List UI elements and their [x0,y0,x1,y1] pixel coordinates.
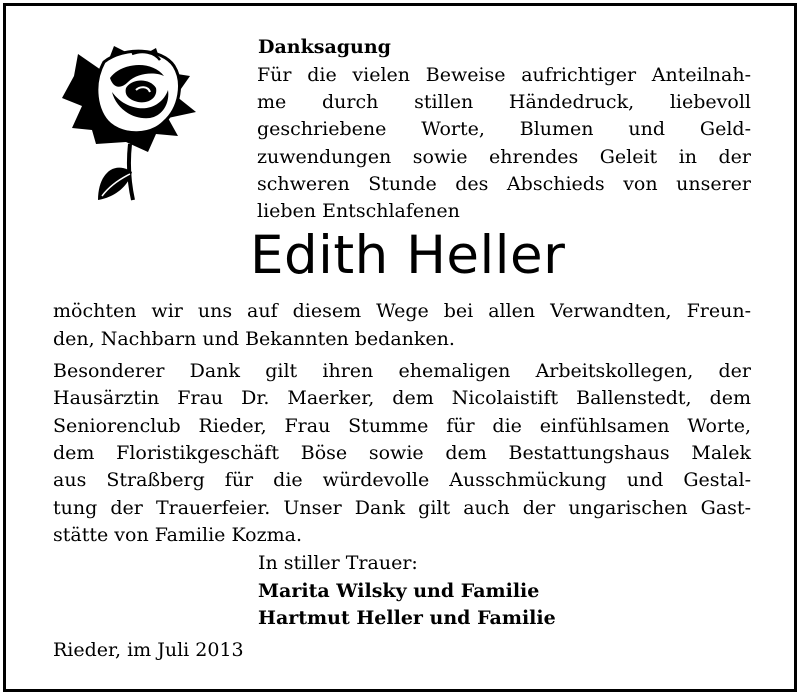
intro-line: zuwendungen sowie ehrendes Geleit in der [257,146,751,168]
intro-line: Für die vielen Beweise aufrichtiger Anteilnah- [257,64,751,86]
special-thanks-line: dem Floristikgeschäft Böse sowie dem Bestattungshaus Malek [53,442,751,464]
place-date: Rieder, im Juli 2013 [53,639,244,661]
special-thanks-line: tung der Trauerfeier. Unser Dank gilt auch der ungarischen Gast- [53,497,751,519]
mourning-label: In stiller Trauer: [258,552,418,574]
intro-line: schweren Stunde des Abschieds von unserer [257,173,751,195]
special-thanks-line: aus Straßberg für die würdevolle Ausschmückung und Gestal- [53,469,751,491]
heading: Danksagung [258,36,391,58]
intro-line: geschriebene Worte, Blumen und Geld- [257,118,751,140]
thanks-line: den, Nachbarn und Bekannten bedanken. [53,328,455,350]
intro-line: lieben Entschlafenen [257,200,460,222]
deceased-name: Edith Heller [250,225,566,286]
special-thanks-line: Besonderer Dank gilt ihren ehemaligen Arbeitskollegen, der [53,360,751,382]
thanks-line: möchten wir uns auf diesem Wege bei allen Verwandten, Freun- [53,300,751,322]
special-thanks-line: Seniorenclub Rieder, Frau Stumme für die einfühlsamen Worte, [53,415,751,437]
rose-icon [52,32,202,202]
special-thanks-line: stätte von Familie Kozma. [53,524,302,546]
mourner-name: Marita Wilsky und Familie [258,580,540,602]
intro-line: me durch stillen Händedruck, liebevoll [257,91,751,113]
mourner-name: Hartmut Heller und Familie [258,607,556,629]
special-thanks-line: Hausärztin Frau Dr. Maerker, dem Nicolaistift Ballenstedt, dem [53,387,751,409]
